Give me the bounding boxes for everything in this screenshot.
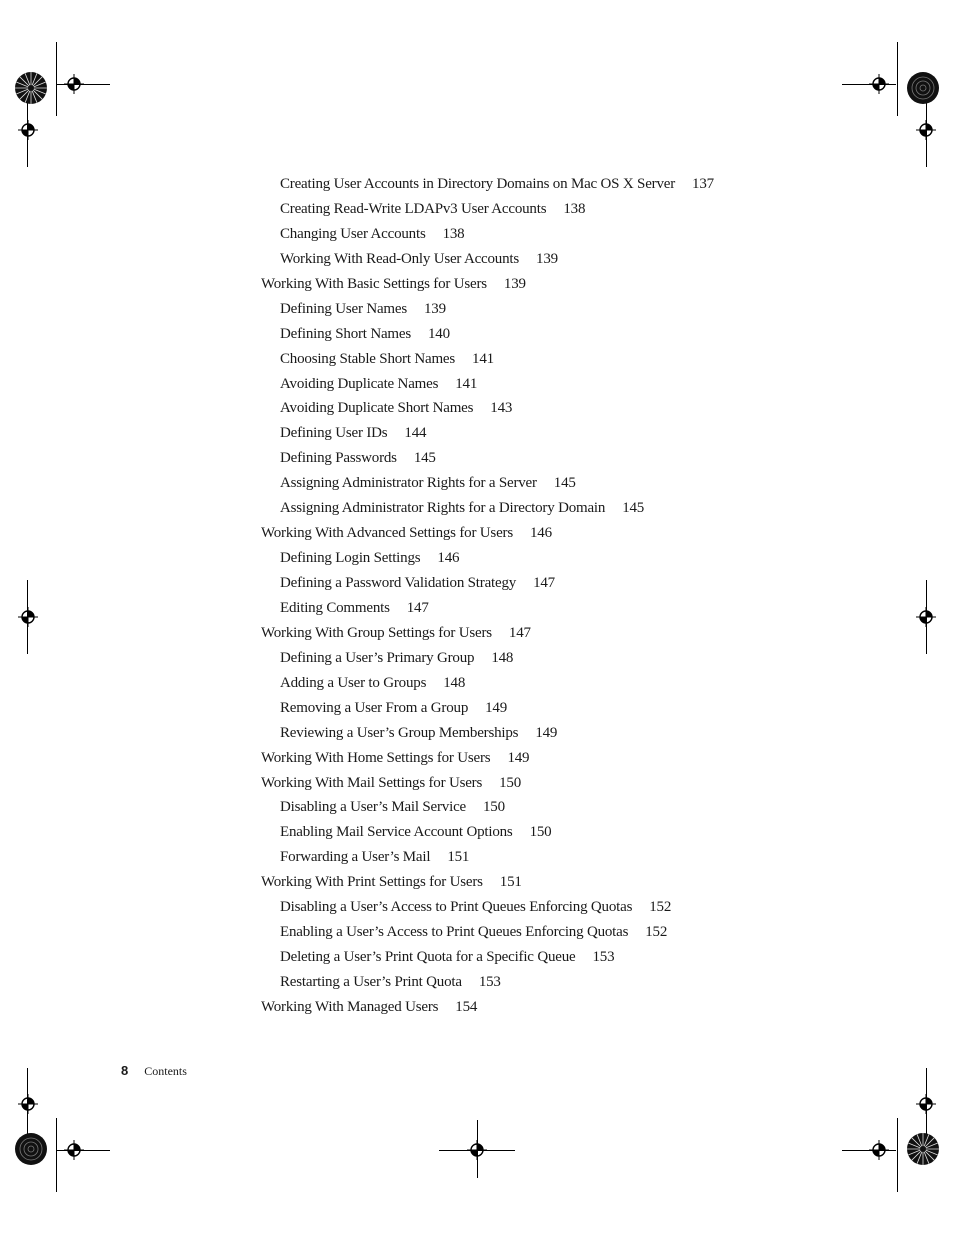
- toc-entry-page: 153: [478, 974, 501, 990]
- toc-entry-title: Defining User Names: [280, 300, 407, 317]
- toc-entry: [261, 172, 821, 197]
- toc-entry: [261, 372, 821, 397]
- toc-entry-title: Removing a User From a Group: [280, 699, 469, 716]
- toc-entry: [261, 222, 821, 247]
- toc-entry-title: Creating User Accounts in Directory Domains on Mac OS X Server: [280, 176, 676, 192]
- toc-entry-page: 149: [485, 699, 508, 716]
- toc-section-heading: [261, 746, 821, 771]
- toc-entry-page: 148: [491, 649, 514, 666]
- toc-entry: [261, 421, 821, 446]
- crop-mark: [897, 1118, 898, 1192]
- toc-entry-page: 138: [442, 225, 465, 242]
- toc-entry: [261, 297, 821, 322]
- registration-mark-icon: [916, 607, 936, 627]
- toc-entry-title: Working With Print Settings for Users: [261, 874, 483, 891]
- starburst-target-icon: [906, 1132, 940, 1166]
- toc-entry-page: 154: [455, 998, 478, 1015]
- toc-entry-title: Working With Read-Only User Accounts: [280, 250, 520, 267]
- toc-entry-page: 150: [499, 774, 522, 791]
- toc-entry-title: Working With Managed Users: [261, 998, 439, 1015]
- page-footer: [121, 1063, 187, 1079]
- toc-entry-title: Editing Comments: [280, 599, 390, 616]
- registration-mark-icon: [869, 74, 889, 94]
- toc-entry-page: 147: [508, 624, 531, 641]
- toc-entry: [261, 596, 821, 621]
- toc-entry-page: 152: [649, 899, 672, 916]
- registration-mark-icon: [916, 120, 936, 140]
- toc-entry-page: 150: [529, 824, 552, 841]
- toc-entry: [261, 895, 821, 920]
- toc-entry-page: 152: [645, 924, 668, 941]
- toc-entry: [261, 247, 821, 272]
- toc-entry: [261, 696, 821, 721]
- toc-entry-page: 148: [443, 674, 466, 691]
- crop-mark: [56, 42, 57, 116]
- toc-section-heading: [261, 995, 821, 1020]
- toc-entry: [261, 446, 821, 471]
- toc-entry: [261, 721, 821, 746]
- toc-entry-page: 144: [404, 425, 427, 442]
- toc-entry-page: 153: [592, 949, 615, 966]
- toc-entry-title: Defining User IDs: [280, 425, 388, 442]
- toc-entry-page: 147: [406, 599, 429, 616]
- toc-entry-page: 139: [536, 250, 558, 267]
- toc-entry-title: Adding a User to Groups: [280, 674, 427, 691]
- toc-entry-page: 149: [507, 749, 530, 766]
- toc-entry-page: 145: [553, 475, 576, 492]
- table-of-contents: [261, 172, 821, 1020]
- toc-entry-page: 147: [533, 575, 555, 591]
- toc-entry-title: Defining a Password Validation Strategy: [280, 575, 517, 591]
- toc-entry-title: Defining Passwords: [280, 450, 397, 467]
- starburst-target-icon: [14, 71, 48, 105]
- toc-entry-title: Assigning Administrator Rights for a Directory Domain: [280, 500, 606, 517]
- toc-entry-title: Defining Login Settings: [280, 550, 421, 567]
- toc-entry-page: 140: [427, 325, 450, 342]
- toc-entry-title: Choosing Stable Short Names: [280, 350, 456, 367]
- toc-entry-page: 141: [472, 350, 494, 367]
- registration-mark-icon: [869, 1140, 889, 1160]
- toc-entry-page: 139: [424, 300, 446, 317]
- toc-entry-title: Avoiding Duplicate Short Names: [280, 400, 474, 417]
- toc-section-heading: [261, 272, 821, 297]
- toc-entry-page: 145: [622, 500, 645, 517]
- toc-section-heading: [261, 870, 821, 895]
- toc-entry-title: Creating Read-Write LDAPv3 User Accounts: [280, 200, 547, 217]
- toc-entry-page: 149: [535, 724, 558, 741]
- registration-mark-icon: [18, 120, 38, 140]
- toc-entry-title: Forwarding a User’s Mail: [280, 849, 431, 866]
- registration-mark-icon: [18, 607, 38, 627]
- toc-section-heading: [261, 521, 821, 546]
- registration-mark-icon: [467, 1140, 487, 1160]
- registration-mark-icon: [64, 74, 84, 94]
- toc-entry: [261, 496, 821, 521]
- toc-entry-page: 151: [499, 874, 522, 891]
- toc-entry: [261, 820, 821, 845]
- crop-mark: [56, 1118, 57, 1192]
- toc-entry-title: Enabling Mail Service Account Options: [280, 824, 513, 841]
- toc-entry-title: Defining a User’s Primary Group: [280, 649, 475, 666]
- toc-entry: [261, 322, 821, 347]
- toc-entry-page: 146: [437, 550, 460, 567]
- toc-entry-title: Disabling a User’s Access to Print Queues Enforcing Quotas: [280, 899, 633, 916]
- toc-section-heading: [261, 771, 821, 796]
- toc-entry-page: 145: [413, 450, 436, 467]
- toc-entry-page: 150: [482, 799, 505, 816]
- toc-entry-title: Defining Short Names: [280, 325, 411, 342]
- toc-entry: [261, 970, 821, 995]
- toc-entry-title: Avoiding Duplicate Names: [280, 375, 439, 392]
- toc-entry: [261, 795, 821, 820]
- registration-mark-icon: [18, 1094, 38, 1114]
- toc-entry-page: 139: [503, 275, 526, 292]
- toc-entry-title: Working With Group Settings for Users: [261, 624, 492, 641]
- toc-entry-title: Changing User Accounts: [280, 225, 426, 242]
- toc-entry-page: 137: [692, 176, 714, 192]
- toc-entry: [261, 571, 821, 596]
- toc-section-heading: [261, 621, 821, 646]
- toc-entry: [261, 920, 821, 945]
- toc-entry-page: 138: [563, 200, 586, 217]
- concentric-target-icon: [14, 1132, 48, 1166]
- toc-entry: [261, 546, 821, 571]
- toc-entry-title: Reviewing a User’s Group Memberships: [280, 724, 519, 741]
- toc-entry-title: Working With Mail Settings for Users: [261, 774, 483, 791]
- toc-entry-title: Restarting a User’s Print Quota: [280, 974, 462, 990]
- page-number: 8: [121, 1063, 129, 1078]
- toc-entry-title: Disabling a User’s Mail Service: [280, 799, 466, 816]
- toc-entry: [261, 347, 821, 372]
- concentric-target-icon: [906, 71, 940, 105]
- toc-entry-title: Deleting a User’s Print Quota for a Specific Queue: [280, 949, 576, 966]
- toc-entry-title: Working With Basic Settings for Users: [261, 275, 487, 292]
- toc-entry-title: Working With Advanced Settings for Users: [261, 525, 513, 542]
- registration-mark-icon: [64, 1140, 84, 1160]
- toc-entry-title: Assigning Administrator Rights for a Server: [280, 475, 537, 492]
- toc-entry-page: 143: [490, 400, 513, 417]
- footer-section-label: Contents: [144, 1064, 187, 1078]
- toc-entry: [261, 471, 821, 496]
- toc-entry-page: 146: [529, 525, 552, 542]
- registration-mark-icon: [916, 1094, 936, 1114]
- toc-entry: [261, 396, 821, 421]
- crop-mark: [897, 42, 898, 116]
- toc-entry-title: Working With Home Settings for Users: [261, 749, 491, 766]
- toc-entry: [261, 197, 821, 222]
- toc-entry-page: 141: [455, 375, 478, 392]
- toc-entry: [261, 671, 821, 696]
- toc-entry: [261, 945, 821, 970]
- toc-entry-page: 151: [447, 849, 470, 866]
- toc-entry-title: Enabling a User’s Access to Print Queues Enforcing Quotas: [280, 924, 629, 941]
- toc-entry: [261, 845, 821, 870]
- toc-entry: [261, 646, 821, 671]
